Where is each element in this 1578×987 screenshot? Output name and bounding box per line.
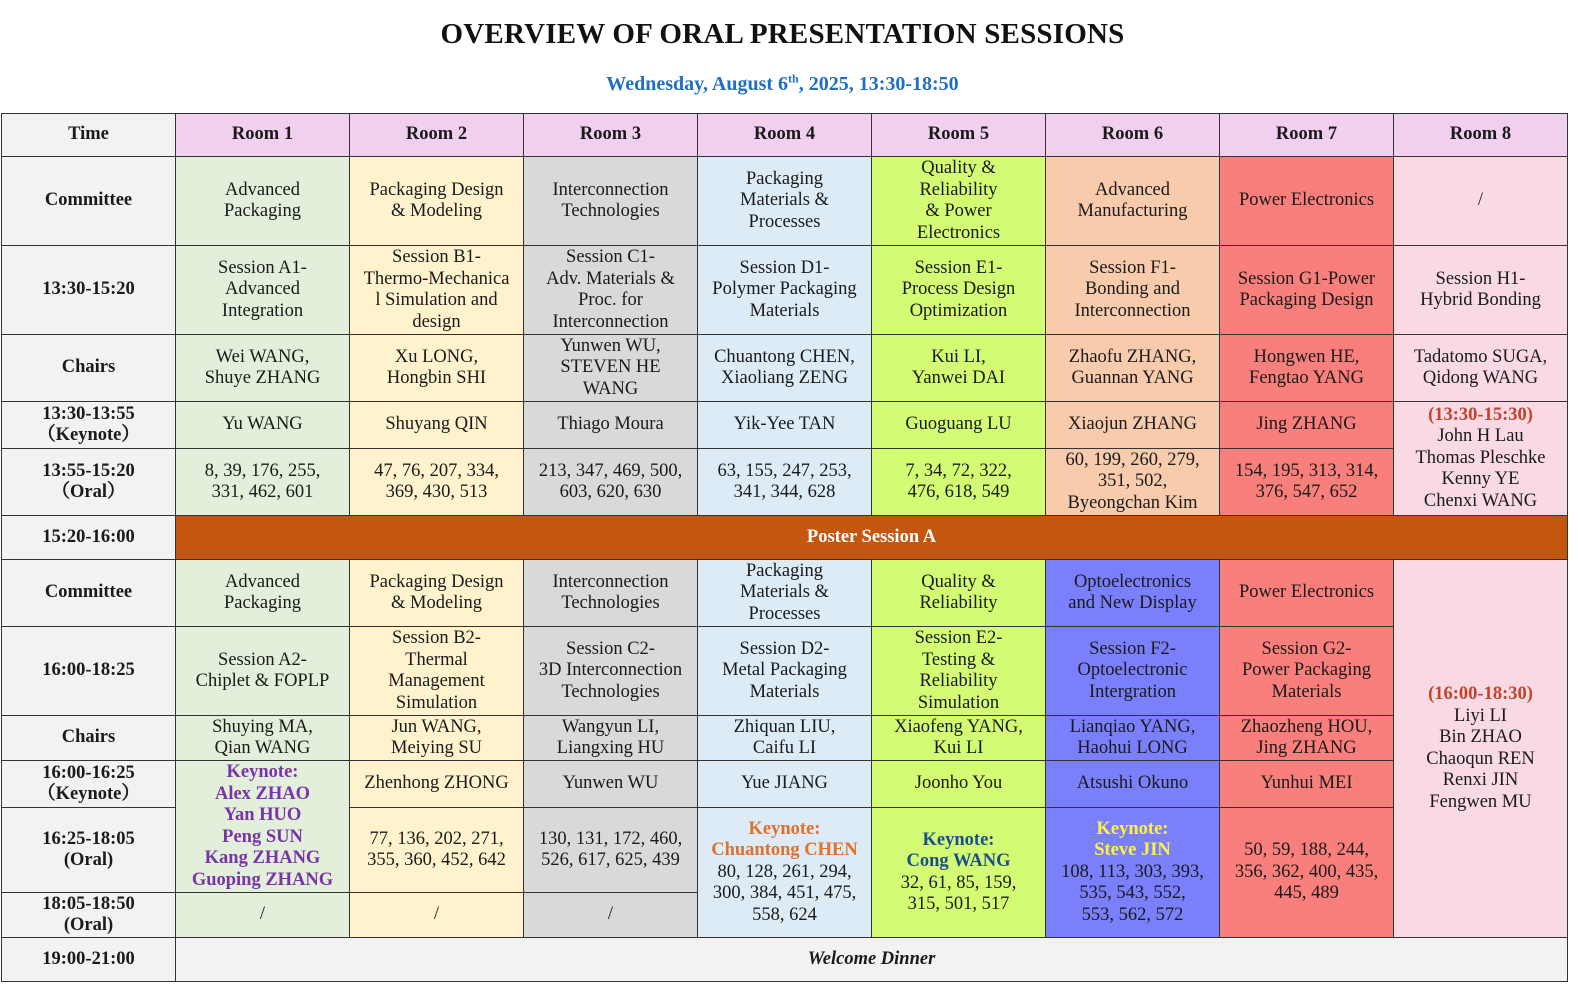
committee-cell [1394,157,1568,246]
cell-line: Session E2- [914,628,1003,648]
cell-line: Process Design [901,279,1016,300]
cell-line: Session A1- [218,257,307,278]
cell-line: Power Electronics [1238,190,1375,211]
cell-line: Session G2- [1261,638,1352,659]
cell-line: Metal Packaging [722,660,847,681]
room1-keynote-cell [176,761,350,893]
cell-line: Proc. for [578,290,643,310]
cell-line: Packaging [223,201,302,221]
cell-line: Jun WANG, [391,716,482,737]
oral-cell [872,449,1046,516]
cell-line: Reliability [919,671,998,691]
chairs-cell [176,335,350,402]
committee-cell [872,157,1046,246]
cell-line: design [412,311,461,332]
cell-line: Intergration [1089,681,1176,702]
keynote-cell: Atsushi Okuno [1046,761,1220,808]
room-header: Room 6 [1046,114,1220,157]
room-header: Room 7 [1220,114,1394,157]
time-text: 16:25-18:05 [42,828,135,849]
room-header: Room 5 [872,114,1046,157]
cell-line: 77, 136, 202, 271, [369,828,504,849]
room8-names [1396,426,1565,512]
cell-line: 445, 489 [1274,883,1339,904]
time-cell: Chairs [2,716,176,761]
cell-line: Tadatomo SUGA, [1413,346,1548,367]
chairs-cell [872,716,1046,761]
cell-line: Management [388,671,485,691]
chairs-cell [350,716,524,761]
cell-line: Byeongchan Kim [1067,492,1198,513]
cell-line: Materials [749,681,820,702]
cell-line: 526, 617, 625, 439 [541,850,680,870]
keynote-cell: Thiago Moura [524,402,698,449]
cell-line: Hybrid Bonding [1420,290,1541,310]
time-cell: Chairs [2,335,176,402]
keynote-name: Cong WANG [906,851,1011,871]
oral-cell [176,449,350,516]
keynote-cell: Yue JIANG [698,761,872,808]
time-cell [2,449,176,516]
room-header: Room 1 [176,114,350,157]
room8-block1-cell [1394,402,1568,516]
cell-line: Qidong WANG [1422,368,1539,388]
cell-line: Chiplet & FOPLP [195,671,330,691]
cell-line: Thermal [405,649,468,670]
cell-line: Optoelectronic [1077,660,1188,681]
cell-line: 331, 462, 601 [211,482,314,502]
cell-line: Quality & [921,158,996,178]
room-header: Room 8 [1394,114,1568,157]
keynote-label: Keynote: [1096,818,1169,839]
cell-line: Adv. Materials & [546,268,675,289]
cell-line: Thomas Pleschke [1415,447,1546,468]
cell-line: Materials & [740,190,829,211]
cell-line: Manufacturing [1077,201,1188,221]
cell-line: Jing ZHANG [1256,738,1357,758]
keynote-row-2 [2,761,1568,808]
cell-line: Meiying SU [391,738,482,758]
keynote-label: Keynote: [748,818,821,839]
keynote-cell: Guoguang LU [872,402,1046,449]
cell-line: 60, 199, 260, 279, [1065,449,1200,470]
cell-line: Hongbin SHI [386,368,487,388]
cell-line: Session B1- [392,247,481,267]
cell-line: Packaging Design [1239,290,1374,310]
cell-line: Liangxing HU [556,738,665,758]
cell-line: John H Lau [1437,426,1524,447]
cell-line: Kenny YE [1441,469,1520,490]
cell-line: Fengwen MU [1429,791,1532,812]
cell-line: Wei WANG, [215,346,310,367]
cell-line: 80, 128, 261, 294, [717,861,852,882]
time-text: (Oral) [63,915,114,935]
session-cell [1220,627,1394,716]
page-title: OVERVIEW OF ORAL PRESENTATION SESSIONS [440,18,1125,50]
committee-cell [524,157,698,246]
time-text: （Keynote） [37,425,140,445]
cell-line: Session D2- [739,638,830,659]
cell-line: Session D1- [739,257,830,278]
cell-line: Zhaozheng HOU, [1240,716,1373,737]
cell-line: 63, 155, 247, 253, [717,460,852,481]
cell-line: Kui LI, [931,346,986,367]
room6-oral-cell [1046,808,1220,938]
cell-line: Reliability [919,593,998,613]
cell-line: Simulation [917,692,1000,713]
cell-line: Advanced [225,179,300,200]
cell-line: Simulation [395,692,478,713]
cell-line: Packaging [223,593,302,613]
session-cell [698,246,872,335]
committee-row-2 [2,560,1568,627]
cell-line: Session C1- [566,247,655,267]
cell-line: Technologies [561,201,660,221]
time-cell: 13:30-15:20 [2,246,176,335]
cell-line: Xiaofeng YANG, [894,716,1023,737]
cell-line: Hongwen HE, [1253,346,1360,367]
time-text: 16:00-16:25 [42,762,135,783]
cell-line: 476, 618, 549 [907,482,1010,502]
page-subtitle [0,73,1565,96]
keynote-cell: Xiaojun ZHANG [1046,402,1220,449]
poster-session-banner: Poster Session A [176,516,1568,560]
keynote-cell: Shuyang QIN [350,402,524,449]
chairs-cell [1046,335,1220,402]
welcome-dinner-banner: Welcome Dinner [176,938,1568,982]
session-cell [350,627,524,716]
cell-line: & Modeling [391,593,482,613]
session-cell [176,246,350,335]
cell-line: Shuye ZHANG [204,368,321,388]
time-cell: 19:00-21:00 [2,938,176,982]
cell-line: Chaoqun REN [1426,748,1535,769]
committee-cell [698,157,872,246]
committee-cell [1046,157,1220,246]
committee-cell [872,560,1046,627]
cell-line: Lianqiao YANG, [1069,716,1196,737]
cell-line: Materials & [740,582,829,603]
cell-line: 300, 384, 451, 475, [712,883,857,904]
cell-line: Chuantong CHEN, [714,346,855,367]
cell-line: 558, 624 [752,904,817,925]
oral-cell [524,449,698,516]
cell-line: Integration [221,300,304,321]
paper-list [1048,862,1217,927]
time-text: 13:30-13:55 [42,403,135,424]
cell-line: 7, 34, 72, 322, [905,460,1012,481]
cell-line: Haohui LONG [1077,738,1188,758]
room8-block2-cell [1394,560,1568,938]
oral-cell [350,808,524,893]
cell-line: Bin ZHAO [1439,727,1522,747]
chairs-cell [1394,335,1568,402]
oral-cell [1220,449,1394,516]
cell-line: Guoping ZHANG [191,869,334,890]
cell-line: Fengtao YANG [1249,368,1364,388]
cell-line: and New Display [1068,593,1197,613]
cell-line: Polymer Packaging [712,279,857,300]
header-row [2,114,1568,157]
cell-line: 341, 344, 628 [733,482,836,502]
room8-names [1396,706,1565,814]
time-cell [2,893,176,938]
cell-line: Qian WANG [214,738,311,758]
committee-cell [1046,560,1220,627]
cell-line: Kang ZHANG [204,848,321,868]
cell-line: 47, 76, 207, 334, [374,460,499,481]
room8-time: (16:00-18:30) [1428,684,1533,704]
committee-row-1 [2,157,1568,246]
cell-line: Power Packaging [1242,660,1371,681]
chairs-cell [1220,335,1394,402]
cell-line: 535, 543, 552, [1079,883,1186,904]
cell-line: Session H1- [1435,268,1526,289]
chairs-cell [698,716,872,761]
cell-line: Advanced [1095,179,1170,200]
committee-cell [1220,560,1394,627]
cell-line: Interconnection [552,179,669,200]
room5-oral-cell [872,808,1046,938]
cell-line: Yan HUO [223,805,302,825]
chairs-cell [524,335,698,402]
committee-cell [176,560,350,627]
cell-line: Session C2- [566,638,655,659]
committee-cell [698,560,872,627]
cell-line: Materials [749,300,820,321]
chairs-cell [872,335,1046,402]
late-oral-cell: / [176,893,350,938]
keynote-label: Keynote: [922,829,995,850]
committee-cell [524,560,698,627]
cell-line: Yanwei DAI [911,368,1006,388]
cell-line: Guannan YANG [1071,368,1194,388]
time-cell: 16:00-18:25 [2,627,176,716]
cell-line: Session B2- [392,628,481,648]
session-cell [1394,246,1568,335]
cell-line: Bonding and [1084,279,1181,300]
session-row-1 [2,246,1568,335]
chairs-cell [350,335,524,402]
time-cell [2,761,176,808]
keynote-cell: Zhenhong ZHONG [350,761,524,808]
oral-cell [1046,449,1220,516]
cell-line: Renxi JIN [1442,770,1519,790]
cell-line: Yunwen WU, [560,335,661,356]
time-text: 18:05-18:50 [42,893,135,914]
keynote-cell: Jing ZHANG [1220,402,1394,449]
cell-line: Technologies [561,681,660,702]
time-text: 13:55-15:20 [42,460,135,481]
session-cell [1046,246,1220,335]
cell-line: Session F1- [1089,257,1176,278]
cell-line: Technologies [561,593,660,613]
keynote-cell: Yik-Yee TAN [698,402,872,449]
cell-line: 315, 501, 517 [907,894,1010,914]
time-cell: Committee [2,157,176,246]
cell-line: Peng SUN [222,826,303,847]
cell-line: 32, 61, 85, 159, [900,872,1017,893]
dinner-row [2,938,1568,982]
keynote-cell: Yunwen WU [524,761,698,808]
session-cell [872,246,1046,335]
committee-cell [350,560,524,627]
cell-line: Liyi LI [1454,705,1507,726]
session-cell [872,627,1046,716]
time-header: Time [2,114,176,157]
session-cell [524,246,698,335]
cell-line: Processes [748,211,821,232]
cell-line: Zhiquan LIU, [733,716,836,737]
cell-line: 351, 502, [1097,471,1168,492]
cell-line: Xiaoliang ZENG [721,368,848,388]
oral-cell [698,449,872,516]
cell-line: STEVEN HE [560,357,661,378]
poster-row [2,516,1568,560]
time-text: （Oral） [51,482,126,502]
session-row-2 [2,627,1568,716]
keynote-name: Steve JIN [1094,840,1171,861]
cell-line: Interconnection [1074,300,1191,321]
cell-line: Zhaofu ZHANG, [1068,346,1197,367]
chairs-row-2 [2,716,1568,761]
subtitle-ordinal: th [788,71,799,86]
cell-line: & Modeling [391,201,482,221]
chairs-cell [1220,716,1394,761]
cell-line: 369, 430, 513 [385,482,488,502]
session-cell [698,627,872,716]
cell-line: / [1477,190,1484,211]
cell-line: Interconnection [552,311,669,332]
keynote-row-1 [2,402,1568,449]
cell-line: Session E1- [914,257,1003,278]
cell-line: Chenxi WANG [1423,490,1538,511]
cell-line: Wangyun LI, [561,716,660,737]
cell-line: 376, 547, 652 [1255,482,1358,502]
cell-line: Interconnection [552,571,669,592]
room-header: Room 4 [698,114,872,157]
committee-cell [176,157,350,246]
cell-line: 356, 362, 400, 435, [1234,861,1379,882]
cell-line: l Simulation and [375,290,498,310]
time-cell: 15:20-16:00 [2,516,176,560]
schedule-table [1,113,1568,982]
keynote-cell: Yu WANG [176,402,350,449]
room-header: Room 3 [524,114,698,157]
cell-line: Testing & [921,649,996,670]
cell-line: Packaging [745,560,824,581]
cell-line: Quality & [921,571,996,592]
cell-line: Keynote: [226,762,299,782]
cell-line: Electronics [916,222,1001,243]
cell-line: & Power [925,201,992,221]
cell-line: 50, 59, 188, 244, [1244,840,1369,861]
cell-line: 154, 195, 313, 314, [1234,460,1379,481]
cell-line: Session G1-Power [1237,268,1376,289]
cell-line: 213, 347, 469, 500, [538,460,683,481]
subtitle-date: Wednesday, August 6 [606,73,789,95]
room4-oral-cell [698,808,872,938]
cell-line: 130, 131, 172, 460, [538,828,683,849]
keynote-cell: Joonho You [872,761,1046,808]
cell-line: 355, 360, 452, 642 [367,850,506,870]
oral-cell [524,808,698,893]
time-cell: Committee [2,560,176,627]
chairs-cell [176,716,350,761]
session-cell [1046,627,1220,716]
time-cell [2,402,176,449]
oral-cell [350,449,524,516]
time-text: （Keynote） [37,784,140,804]
keynote-cell: Yunhui MEI [1220,761,1394,808]
time-text: (Oral) [63,850,114,870]
committee-cell [350,157,524,246]
cell-line: 3D Interconnection [538,660,683,681]
session-cell [176,627,350,716]
chairs-row-1 [2,335,1568,402]
cell-line: Packaging Design [369,179,504,200]
cell-line: Materials [1271,681,1342,702]
room8-time: (13:30-15:30) [1428,404,1533,425]
cell-line: 603, 620, 630 [559,482,662,502]
cell-line: Advanced [225,279,300,300]
cell-line: Caifu LI [752,738,817,758]
cell-line: Power Electronics [1238,582,1375,603]
room-header: Room 2 [350,114,524,157]
cell-line: Optoelectronics [1073,571,1192,592]
session-cell [524,627,698,716]
cell-line: Shuying MA, [212,716,313,737]
cell-line: Advanced [225,571,300,592]
cell-line: Thermo-Mechanica [363,268,510,289]
cell-line: Packaging Design [369,571,504,592]
cell-line: 8, 39, 176, 255, [204,460,321,481]
oral-row-1 [2,449,1568,516]
chairs-cell [698,335,872,402]
session-cell [350,246,524,335]
cell-line: Kui LI [933,738,984,758]
cell-line: Packaging [745,168,824,189]
keynote-name: Chuantong CHEN [711,840,858,861]
cell-line: 108, 113, 303, 393, [1061,861,1204,882]
cell-line: Session A2- [218,649,307,670]
cell-line: Reliability [919,179,998,200]
cell-line: 553, 562, 572 [1081,904,1184,925]
chairs-cell [1046,716,1220,761]
cell-line: Alex ZHAO [214,783,311,804]
cell-line: Processes [748,603,821,624]
time-cell [2,808,176,893]
subtitle-time: , 2025, 13:30-18:50 [798,73,959,95]
session-cell [1220,246,1394,335]
cell-line: Xu LONG, [394,346,479,367]
paper-list [874,873,1043,916]
cell-line: Optimization [909,300,1008,321]
paper-list [700,862,869,927]
room7-oral-cell [1220,808,1394,938]
late-oral-cell: / [350,893,524,938]
cell-line: WANG [582,378,639,399]
chairs-cell [524,716,698,761]
late-oral-cell: / [524,893,698,938]
cell-line: Session F2- [1089,638,1176,659]
committee-cell [1220,157,1394,246]
